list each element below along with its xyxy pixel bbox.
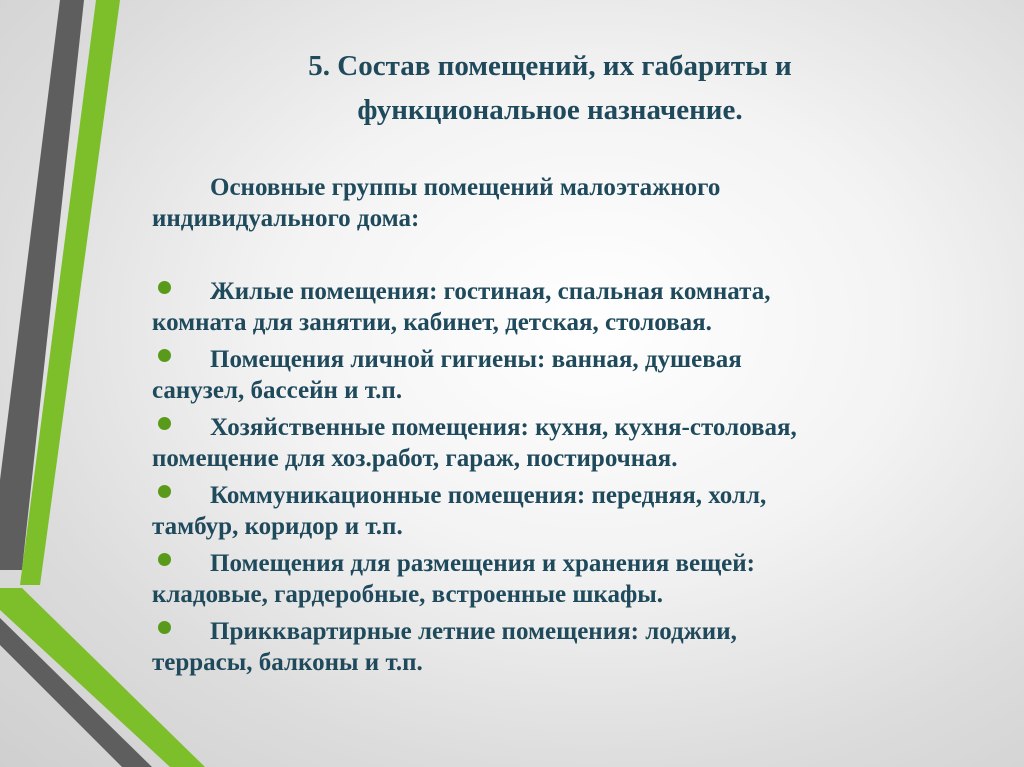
list-item (152, 616, 972, 684)
list-item (152, 480, 972, 548)
bullet-icon (158, 281, 171, 294)
gray-stripe-diagonal (0, 618, 152, 767)
list-item-line-1: Помещения личной гигиены: ванная, душевая (210, 346, 742, 373)
list-item-line-2: кладовые, гардеробные, встроенные шкафы. (152, 581, 664, 608)
slide-title-line-2: функциональное назначение. (357, 94, 743, 126)
bullet-icon (158, 417, 171, 430)
list-item-line-1: Коммуникационные помещения: передняя, холл, (210, 482, 767, 509)
intro-line-1: Основные группы помещений малоэтажного (210, 174, 721, 201)
list-item-line-1: Прикквартирные летние помещения: лоджии, (210, 618, 737, 645)
list-item (152, 548, 972, 616)
list-item-line-2: санузел, бассейн и т.п. (152, 377, 403, 404)
list-item (152, 344, 972, 412)
intro-paragraph (152, 172, 952, 234)
intro-line-2: индивидуального дома: (152, 205, 420, 232)
list-item-line-1: Помещения для размещения и хранения вещей: (210, 550, 756, 577)
bullet-icon (158, 621, 171, 634)
list-item-line-1: Хозяйственные помещения: кухня, кухня-столовая, (210, 414, 797, 441)
bullet-icon (158, 485, 171, 498)
room-group-list (152, 276, 972, 684)
bullet-icon (158, 349, 171, 362)
list-item-line-2: комната для занятии, кабинет, детская, столовая. (152, 309, 712, 336)
list-item (152, 412, 972, 480)
list-item-line-1: Жилые помещения: гостиная, спальная комната, (210, 278, 771, 305)
slide-title (200, 44, 900, 132)
list-item (152, 276, 972, 344)
bullet-icon (158, 553, 171, 566)
list-item-line-2: террасы, балконы и т.п. (152, 649, 423, 676)
list-item-line-2: тамбур, коридор и т.п. (152, 513, 403, 540)
list-item-line-2: помещение для хоз.работ, гараж, постирочная. (152, 445, 678, 472)
slide-title-line-1: 5. Состав помещений, их габариты и (308, 50, 792, 82)
